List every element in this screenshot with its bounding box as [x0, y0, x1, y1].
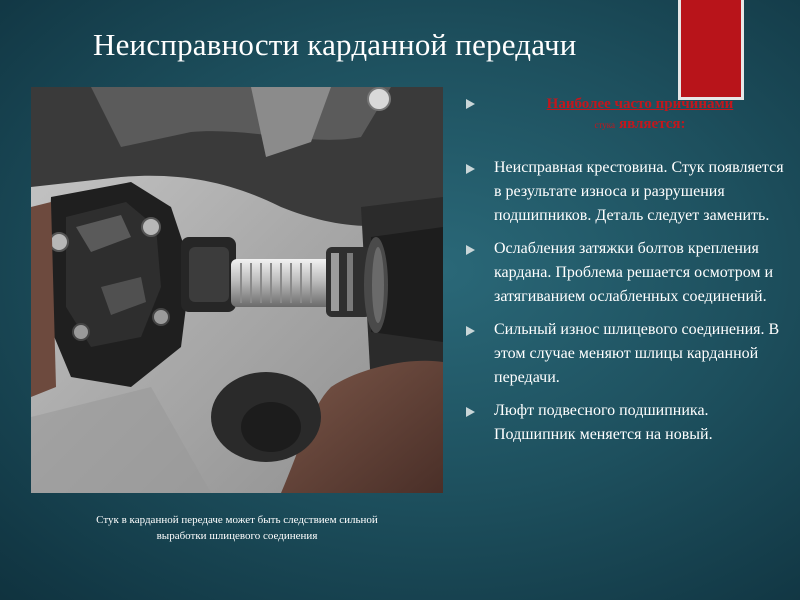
heading-line-2 [494, 114, 786, 135]
bullet-heading [466, 94, 786, 156]
caption-line-2: выработки шлицевого соединения [156, 530, 318, 542]
photo-caption [31, 512, 443, 544]
bullet-arrow-icon [466, 164, 475, 174]
bullet-item [466, 399, 786, 447]
bullet-text: Ослабления затяжки болтов крепления кардана. Проблема решается осмотром и затягиванием ослабленных соединений. [494, 240, 774, 305]
heading-small-word: стука [594, 120, 615, 130]
bullet-text: Люфт подвесного подшипника. Подшипник меняется на новый. [494, 402, 713, 443]
bullet-arrow-icon [466, 407, 475, 417]
bullet-item [466, 156, 786, 228]
slide-title: Неисправности карданной передачи [93, 27, 577, 62]
red-accent-tab [678, 0, 744, 100]
bullet-item [466, 237, 786, 309]
heading-big-word: является: [619, 116, 686, 132]
bullet-list [466, 94, 786, 456]
heading-line-1: Наиболее часто причинами [546, 96, 734, 112]
bullet-arrow-icon [466, 99, 475, 109]
bullet-text: Неисправная крестовина. Стук появляется в результате износа и разрушения подшипников. Деталь следует заменить. [494, 159, 784, 224]
driveshaft-photo [31, 87, 443, 493]
caption-line-1: Стук в карданной передаче может быть следствием сильной [96, 514, 378, 526]
bullet-arrow-icon [466, 326, 475, 336]
driveshaft-illustration [31, 87, 443, 493]
bullet-text: Сильный износ шлицевого соединения. В этом случае меняют шлицы карданной передачи. [494, 321, 780, 386]
bullet-arrow-icon [466, 245, 475, 255]
bullet-item [466, 318, 786, 390]
